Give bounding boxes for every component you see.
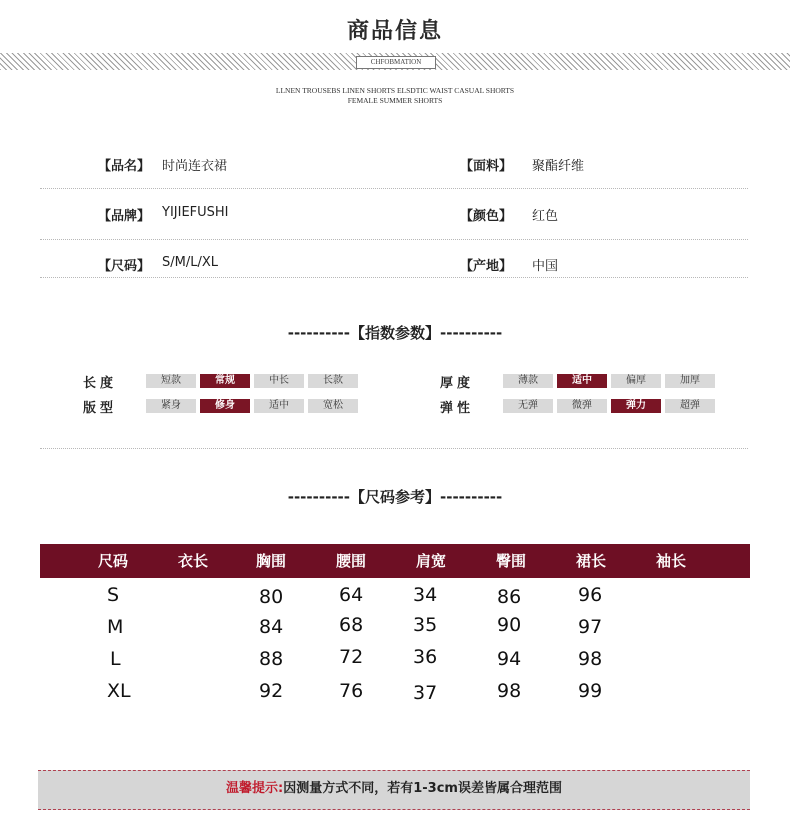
col-header-size: 尺码 <box>98 552 129 570</box>
cell-waist: 76 <box>339 680 364 702</box>
col-header-hip: 臀围 <box>496 552 527 570</box>
cell-shoulder: 36 <box>413 646 438 668</box>
param-chip-length-3: 长款 <box>308 374 358 388</box>
info-value-fabric: 聚酯纤维 <box>532 159 585 174</box>
info-value-brand: YIJIEFUSHI <box>162 205 229 220</box>
size-table-header <box>40 544 750 578</box>
param-chip-thickness-3: 加厚 <box>665 374 715 388</box>
col-header-sleeve: 袖长 <box>656 552 687 570</box>
param-chip-thickness-2: 偏厚 <box>611 374 661 388</box>
tip-body: 因测量方式不同，若有1-3cm误差皆属合理范围 <box>283 781 562 796</box>
cell-waist: 64 <box>339 584 364 606</box>
info-value-size: S/M/L/XL <box>162 255 218 270</box>
param-chip-elasticity-2: 弹力 <box>611 399 661 413</box>
size-table-heading: ----------【尺码参考】---------- <box>287 488 503 506</box>
param-chip-length-1: 常规 <box>200 374 250 388</box>
page-title: 商品信息 <box>346 18 443 44</box>
cell-waist: 72 <box>339 646 364 668</box>
info-row-brand-color <box>0 205 790 225</box>
subtitle-line-2: FEMALE SUMMER SHORTS <box>347 96 443 105</box>
param-chip-thickness-1: 适中 <box>557 374 607 388</box>
param-label-elasticity: 弹性 <box>440 401 475 416</box>
index-params-heading: ----------【指数参数】---------- <box>287 324 503 342</box>
cell-hip: 90 <box>497 614 522 636</box>
col-header-shoulder: 肩宽 <box>416 552 447 570</box>
info-row-size-origin <box>0 255 790 275</box>
param-chip-length-0: 短款 <box>146 374 196 388</box>
info-label-size: 【尺码】 <box>98 259 151 274</box>
params-divider <box>40 448 748 449</box>
param-label-fit: 版型 <box>83 401 118 416</box>
param-chip-elasticity-0: 无弹 <box>503 399 553 413</box>
param-chip-elasticity-3: 超弹 <box>665 399 715 413</box>
cell-bust: 80 <box>259 586 284 608</box>
cell-hip: 98 <box>497 680 522 702</box>
col-header-top-length: 衣长 <box>178 552 209 570</box>
cell-hip: 86 <box>497 586 522 608</box>
cell-bust: 88 <box>259 648 284 670</box>
param-chip-fit-3: 宽松 <box>308 399 358 413</box>
cell-length: 99 <box>578 680 603 702</box>
col-header-bust: 胸围 <box>256 552 287 570</box>
param-chip-fit-2: 适中 <box>254 399 304 413</box>
tip-prefix: 温馨提示: <box>226 781 284 796</box>
info-divider <box>40 188 748 189</box>
info-label-color: 【颜色】 <box>460 209 513 224</box>
cell-shoulder: 34 <box>413 584 438 606</box>
info-row-name-fabric <box>0 155 790 175</box>
param-chip-elasticity-1: 微弹 <box>557 399 607 413</box>
info-divider <box>40 239 748 240</box>
info-label-brand: 【品牌】 <box>98 209 151 224</box>
param-label-thickness: 厚度 <box>440 376 475 391</box>
param-label-length: 长度 <box>83 376 118 391</box>
cell-shoulder: 35 <box>413 614 438 636</box>
info-value-color: 红色 <box>532 209 559 224</box>
cell-size: S <box>107 584 120 606</box>
param-chip-fit-1: 修身 <box>200 399 250 413</box>
subtitle <box>0 86 790 106</box>
cell-bust: 92 <box>259 680 284 702</box>
param-chip-length-2: 中长 <box>254 374 304 388</box>
param-chip-thickness-0: 薄款 <box>503 374 553 388</box>
subtitle-line-1: LLNEN TROUSEBS LINEN SHORTS ELSDTIC WAIST CASUAL SHORTS <box>275 86 515 95</box>
cell-size: M <box>107 616 124 638</box>
info-label-name: 【品名】 <box>98 159 151 174</box>
cell-length: 97 <box>578 616 603 638</box>
param-chip-fit-0: 紧身 <box>146 399 196 413</box>
cell-shoulder: 37 <box>413 682 438 704</box>
cell-length: 98 <box>578 648 603 670</box>
tip-text <box>38 770 750 808</box>
cell-bust: 84 <box>259 616 284 638</box>
hatch-label: CHFOBMATION <box>356 56 436 69</box>
info-divider <box>40 277 748 278</box>
info-label-origin: 【产地】 <box>460 259 513 274</box>
info-value-name: 时尚连衣裙 <box>162 159 228 174</box>
col-header-dress-length: 裙长 <box>576 552 607 570</box>
cell-size: L <box>110 648 121 670</box>
cell-hip: 94 <box>497 648 522 670</box>
cell-size: XL <box>107 680 131 702</box>
info-value-origin: 中国 <box>532 259 559 274</box>
cell-length: 96 <box>578 584 603 606</box>
cell-waist: 68 <box>339 614 364 636</box>
info-label-fabric: 【面料】 <box>460 159 513 174</box>
col-header-waist: 腰围 <box>336 552 367 570</box>
